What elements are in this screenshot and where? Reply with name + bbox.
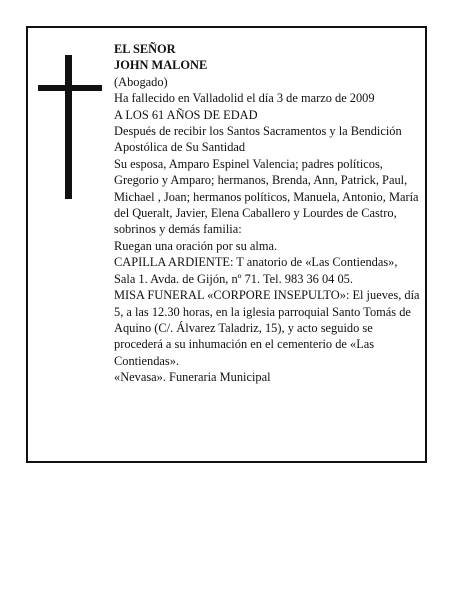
obituary-text	[114, 41, 420, 386]
obituary-notice	[26, 26, 427, 463]
honorific-title: EL SEÑOR	[114, 42, 176, 56]
age-statement: A LOS 61 AÑOS DE EDAD	[114, 107, 258, 122]
death-statement: Ha fallecido en Valladolid el día 3 de marzo de 2009	[114, 91, 375, 106]
chapel-info: CAPILLA ARDIENTE: T anatorio de «Las Contiendas», Sala 1. Avda. de Gijón, nº 71. Tel. 983 36 04 05.	[114, 255, 398, 286]
prayer-request: Ruegan una oración por su alma.	[114, 238, 278, 253]
profession: (Abogado)	[114, 74, 168, 89]
family-list: Su esposa, Amparo Espinel Valencia; padres políticos, Gregorio y Amparo; hermanos, Brenda, Ann, Patrick, Paul, Michael , Joan; hermanos políticos, Manuela, Antonio, María del Queralt, Javier, Elena Caballero y Lourdes de Castro, sobrinos y demás familia:	[114, 156, 419, 237]
funeral-mass-info: MISA FUNERAL «CORPORE INSEPULTO»: El jueves, día 5, a las 12.30 horas, en la iglesia parroquial Santo Tomás de Aquino (C/. Álvarez Taladriz, 15), y acto seguido se procederá a su inhumación en el cementerio de «Las Contiendas».	[114, 288, 420, 368]
cross-horizontal-bar	[38, 85, 102, 91]
cross-vertical-bar	[65, 55, 72, 199]
sacraments-statement: Después de recibir los Santos Sacramentos y la Bendición Apostólica de Su Santidad	[114, 124, 402, 155]
funeral-home: «Nevasa». Funeraria Municipal	[114, 370, 271, 385]
cross-icon	[38, 55, 102, 199]
deceased-name: JOHN MALONE	[114, 58, 208, 73]
